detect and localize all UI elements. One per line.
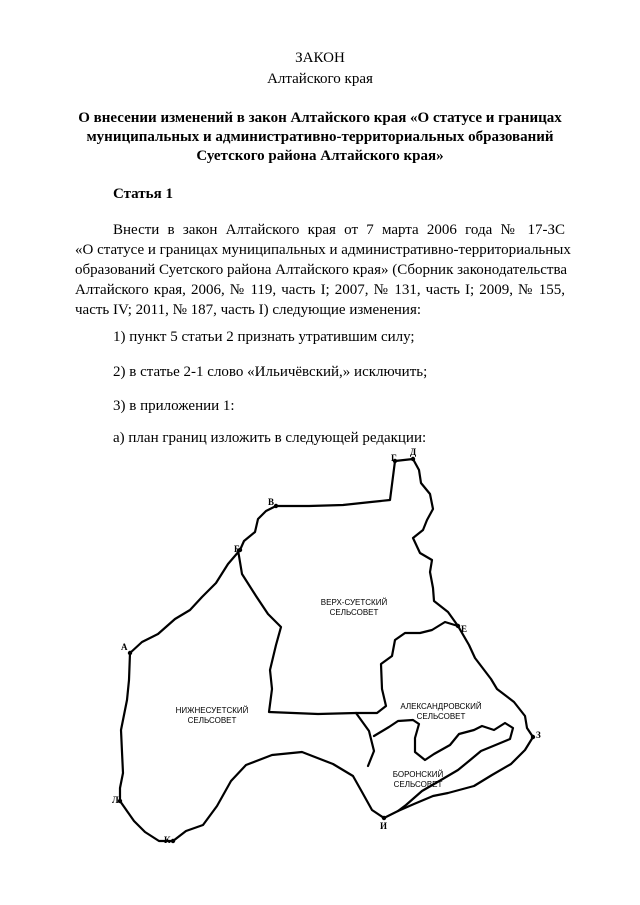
point-marker <box>274 504 278 508</box>
article-paragraph-line: Внести в закон Алтайского края от 7 марта 2006 года № 17-ЗС <box>113 222 565 238</box>
region-label-nizhnesuetsky: НИЖНЕСУЕТСКИЙ <box>175 706 249 715</box>
point-marker <box>128 651 132 655</box>
point-label-k: К <box>164 835 171 845</box>
region-label-aleksandrovsky: АЛЕКСАНДРОВСКИЙ <box>400 702 482 711</box>
law-heading-line: Суетского района Алтайского края» <box>196 148 444 164</box>
point-label-z: З <box>536 730 541 740</box>
law-subtitle: Алтайского края <box>267 71 373 87</box>
list-item: а) план границ изложить в следующей редакции: <box>113 430 427 446</box>
article-paragraph-line: образований Суетского района Алтайского края» (Сборник законодательства <box>75 262 568 278</box>
point-label-v: В <box>268 497 275 507</box>
internal-boundary <box>356 622 458 713</box>
list-item: 2) в статье 2-1 слово «Ильичёвский,» исключить; <box>113 364 428 380</box>
article-paragraph-line: «О статусе и границах муниципальных и административно-территориальных <box>75 242 571 258</box>
region-label-verkh-suetsky: СЕЛЬСОВЕТ <box>329 608 379 617</box>
outer-boundary <box>120 459 533 841</box>
list-item: 3) в приложении 1: <box>113 398 235 414</box>
region-label-nizhnesuetsky: СЕЛЬСОВЕТ <box>187 716 237 725</box>
law-title: ЗАКОН <box>295 50 345 66</box>
point-marker <box>456 624 460 628</box>
article-paragraph-line: Алтайского края, 2006, № 119, часть I; 2007, № 131, часть I; 2009, № 155, <box>75 282 565 298</box>
law-heading-line: О внесении изменений в закон Алтайского края «О статусе и границах <box>78 110 562 126</box>
region-label-boronsky: БОРОНСКИЙ <box>392 770 444 779</box>
region-label-boronsky: СЕЛЬСОВЕТ <box>393 780 443 789</box>
point-label-l: Л <box>112 795 119 805</box>
law-heading-line: муниципальных и административно-территориальных образований <box>86 129 554 145</box>
point-marker <box>171 839 175 843</box>
article-paragraph-line: часть IV; 2011, № 187, часть I) следующие изменения: <box>75 302 422 318</box>
boundary-map <box>0 440 640 905</box>
internal-boundary <box>374 720 513 811</box>
point-label-g: Г <box>391 453 397 463</box>
point-label-e: Е <box>461 624 468 634</box>
point-label-a: А <box>121 642 128 652</box>
list-item: 1) пункт 5 статьи 2 признать утратившим силу; <box>113 329 415 345</box>
article-title: Статья 1 <box>113 186 173 202</box>
point-marker <box>411 457 415 461</box>
region-label-verkh-suetsky: ВЕРХ-СУЕТСКИЙ <box>320 598 388 607</box>
region-label-aleksandrovsky: СЕЛЬСОВЕТ <box>416 712 466 721</box>
point-label-d: Д <box>410 447 417 457</box>
point-marker <box>382 816 386 820</box>
point-marker <box>531 735 535 739</box>
internal-boundary <box>356 713 374 766</box>
point-label-b: Б <box>234 544 240 554</box>
internal-boundary <box>238 550 356 714</box>
point-label-i: И <box>380 821 388 831</box>
